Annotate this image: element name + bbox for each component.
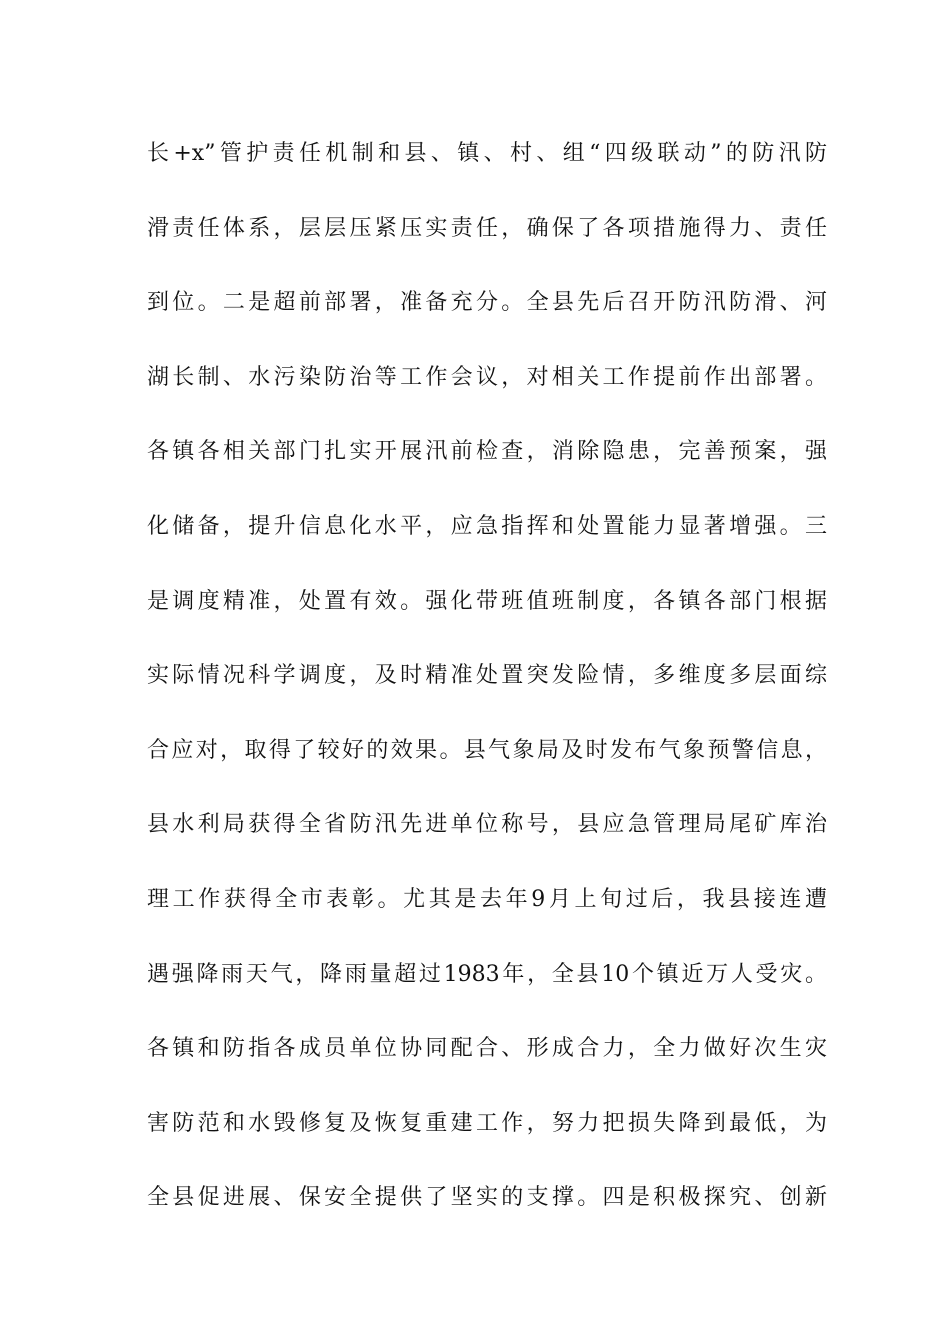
- paragraph-line: 到位。二是超前部署，准备充分。全县先后召开防汛防滑、河: [147, 290, 827, 316]
- paragraph-line: 合应对，取得了较好的效果。县气象局及时发布气象预警信息，: [147, 737, 827, 763]
- paragraph-line: 县水利局获得全省防汛先进单位称号，县应急管理局尾矿库治: [147, 812, 827, 838]
- paragraph-line: 全县促进展、保安全提供了坚实的支撑。四是积极探究、创新: [147, 1185, 827, 1211]
- paragraph-line: 害防范和水毁修复及恢复重建工作，努力把损失降到最低，为: [147, 1110, 827, 1136]
- paragraph-line: 化储备，提升信息化水平，应急指挥和处置能力显著增强。三: [147, 513, 827, 539]
- paragraph-line: 长+x”管护责任机制和县、镇、村、组“四级联动”的防汛防: [147, 141, 827, 166]
- paragraph-line: 各镇各相关部门扎实开展汛前检查，消除隐患，完善预案，强: [147, 439, 827, 465]
- paragraph-line: 滑责任体系，层层压紧压实责任，确保了各项措施得力、责任: [147, 215, 827, 241]
- paragraph-line: 是调度精准，处置有效。强化带班值班制度，各镇各部门根据: [147, 588, 827, 614]
- paragraph-line: 湖长制、水污染防治等工作会议，对相关工作提前作出部署。: [147, 364, 827, 390]
- paragraph-line: 各镇和防指各成员单位协同配合、形成合力，全力做好次生灾: [147, 1036, 827, 1062]
- paragraph-line: 遇强降雨天气，降雨量超过1983年，全县10个镇近万人受灾。: [147, 961, 827, 987]
- paragraph-line: 实际情况科学调度，及时精准处置突发险情，多维度多层面综: [147, 663, 827, 689]
- document-body: [147, 131, 827, 1250]
- paragraph-line: 理工作获得全市表彰。尤其是去年9月上旬过后，我县接连遭: [147, 886, 827, 912]
